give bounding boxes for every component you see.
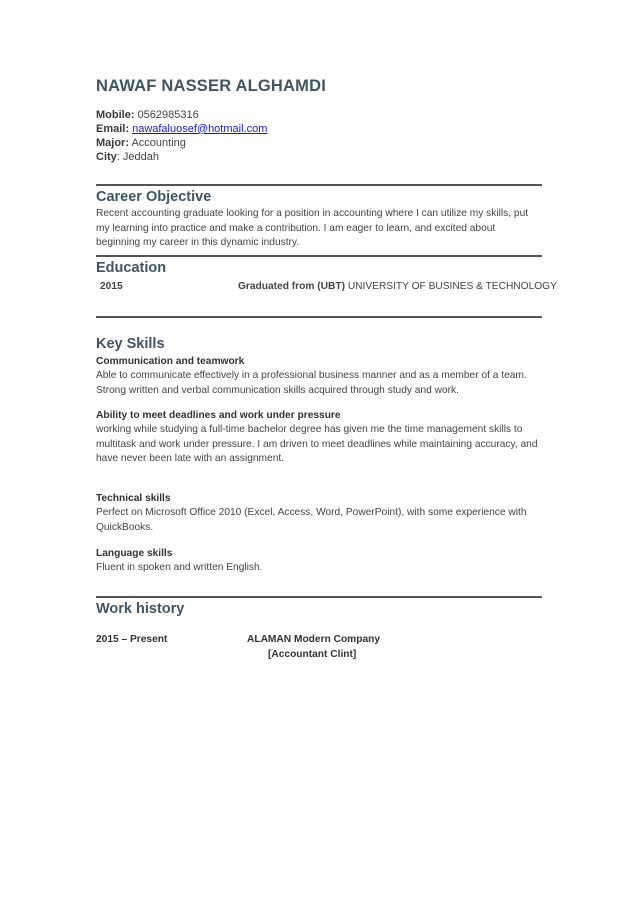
work-role: [Accountant Clint] — [268, 649, 357, 660]
education-degree: Graduated from (UBT) — [238, 281, 345, 292]
education-school: UNIVERSITY OF BUSINES & TECHNOLOGY — [347, 281, 557, 292]
email-line — [96, 123, 267, 135]
city-label: City — [96, 151, 117, 163]
section-divider — [96, 316, 542, 318]
skill-text: working while studying a full-time bachelor degree has given me the time management skills to multitask and work under pressure. I am driven to meet deadlines while maintaining accuracy, and have never been late with an assignment. — [96, 424, 538, 464]
education-detail — [238, 281, 557, 292]
candidate-name: NAWAF NASSER ALGHAMDI — [96, 77, 327, 95]
skill-title: Ability to meet deadlines and work under pressure — [96, 410, 341, 421]
email-label: Email: — [96, 123, 130, 135]
mobile-value: 0562985316 — [137, 109, 199, 121]
career-objective-text: Recent accounting graduate looking for a position in accounting where I can utilize my skills, put my learning into practice and make a contribution. I am eager to learn, and excited about beginning my career in this dynamic industry. — [96, 208, 529, 248]
mobile-line — [96, 109, 199, 121]
section-divider — [96, 596, 542, 598]
skill-text: Fluent in spoken and written English. — [96, 562, 263, 573]
key-skills-heading: Key Skills — [96, 336, 165, 352]
skill-title: Technical skills — [96, 493, 171, 504]
section-divider — [96, 255, 542, 257]
skill-text: Perfect on Microsoft Office 2010 (Excel, Access, Word, PowerPoint), with some experience with QuickBooks. — [96, 507, 527, 533]
section-divider — [96, 184, 542, 186]
city-line — [96, 151, 159, 163]
work-history-heading: Work history — [96, 601, 185, 617]
skill-title: Communication and teamwork — [96, 356, 245, 367]
email-link[interactable]: nawafaluosef@hotmail.com — [132, 123, 268, 135]
city-value: : Jeddah — [116, 151, 159, 163]
education-heading: Education — [96, 260, 167, 276]
major-line — [96, 137, 186, 149]
major-label: Major: — [96, 137, 129, 149]
work-company: ALAMAN Modern Company — [247, 634, 380, 645]
skill-title: Language skills — [96, 548, 173, 559]
skill-text: Able to communicate effectively in a professional business manner and as a member of a team. Strong written and verbal communication skills acquired through study and work. — [96, 370, 527, 396]
education-year: 2015 — [100, 281, 123, 292]
major-value: Accounting — [131, 137, 186, 149]
mobile-label: Mobile: — [96, 109, 135, 121]
work-date: 2015 – Present — [96, 634, 168, 645]
career-objective-heading: Career Objective — [96, 189, 212, 205]
